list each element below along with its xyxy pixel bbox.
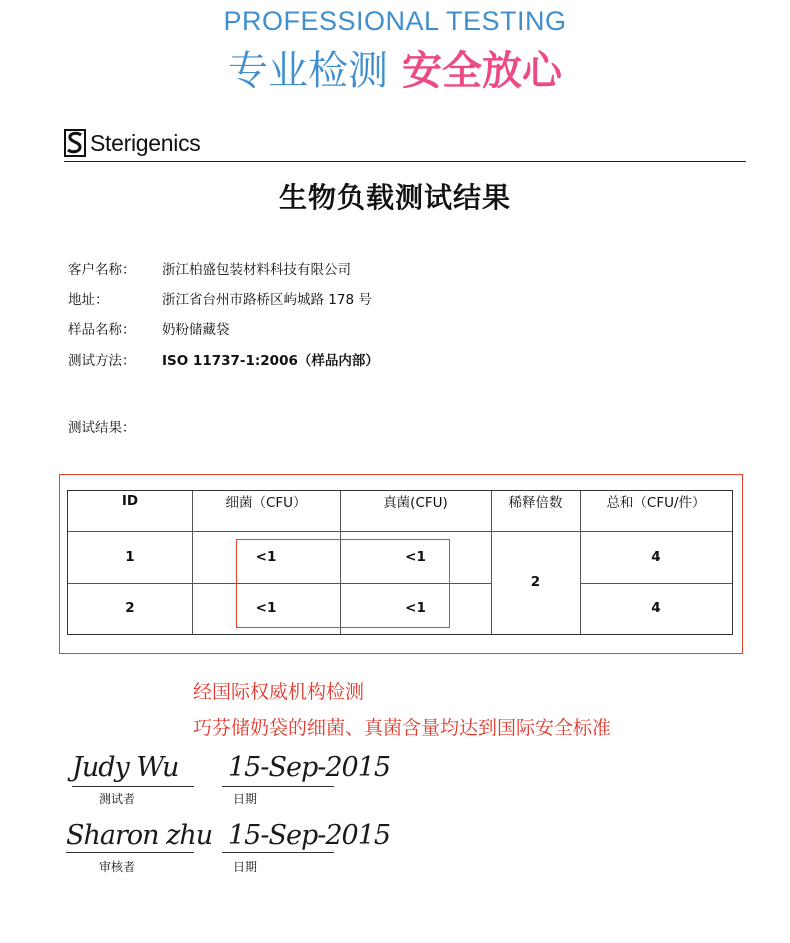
table-cell-fungi: <1	[405, 549, 426, 565]
tester-signature-date: 15-Sep-2015	[228, 752, 391, 783]
sterigenics-s-logo-icon	[64, 129, 86, 157]
field-value-sample: 奶粉储藏袋	[162, 322, 230, 338]
field-value-method: ISO 11737-1:2006（样品内部）	[162, 353, 379, 369]
table-cell-bacteria: <1	[255, 600, 277, 616]
reviewer-signature: Sharon zhu	[66, 820, 213, 851]
document-title: 生物负载测试结果	[278, 181, 511, 214]
table-cell-total: 4	[651, 600, 661, 616]
field-value-address: 浙江省台州市路桥区屿城路 178 号	[162, 292, 372, 308]
table-header-total: 总和（CFU/件）	[606, 495, 706, 511]
reviewer-signature-line	[66, 852, 194, 853]
table-header-fungi: 真菌(CFU)	[383, 495, 448, 511]
table-cell-dilution: 2	[530, 574, 541, 590]
table-header-bacteria: 细菌（CFU）	[225, 495, 307, 511]
reviewer-role-label: 审核者	[99, 860, 136, 874]
field-label-method: 测试方法：	[68, 353, 136, 369]
table-header-dilution: 稀释倍数	[508, 495, 563, 511]
header-rule	[64, 161, 746, 162]
table-cell-fungi: <1	[405, 600, 426, 616]
reviewer-signature-date: 15-Sep-2015	[228, 820, 391, 851]
field-value-client: 浙江柏盛包装材料科技有限公司	[162, 262, 351, 278]
header-chinese-slogan	[0, 46, 790, 96]
sterigenics-logo	[64, 126, 200, 160]
values-highlight-box	[236, 539, 450, 628]
tester-signature: Judy Wu	[72, 752, 179, 783]
field-label-address: 地址：	[68, 292, 109, 308]
results-label: 测试结果：	[68, 420, 136, 436]
table-cell-id: 2	[125, 600, 135, 616]
reviewer-date-label: 日期	[233, 860, 258, 874]
table-cell-bacteria: <1	[255, 549, 277, 565]
table-cell-total: 4	[651, 549, 661, 565]
table-header-id: ID	[121, 493, 139, 509]
tester-role-label: 测试者	[99, 792, 136, 806]
logo-wordmark: Sterigenics	[90, 129, 201, 156]
note-line-2: 巧芬储奶袋的细菌、真菌含量均达到国际安全标准	[193, 717, 612, 739]
table-cell-id: 1	[125, 549, 135, 565]
tester-signature-line	[72, 786, 194, 787]
tester-date-label: 日期	[233, 792, 258, 806]
field-label-sample: 样品名称：	[68, 322, 136, 338]
slogan-professional: 专业检测	[228, 48, 388, 94]
header-english-title: PROFESSIONAL TESTING	[223, 6, 567, 36]
reviewer-date-line	[222, 852, 334, 853]
field-label-client: 客户名称：	[68, 262, 136, 278]
tester-date-line	[222, 786, 334, 787]
note-line-1: 经国际权威机构检测	[193, 681, 365, 703]
slogan-safe: 安全放心	[402, 48, 562, 94]
